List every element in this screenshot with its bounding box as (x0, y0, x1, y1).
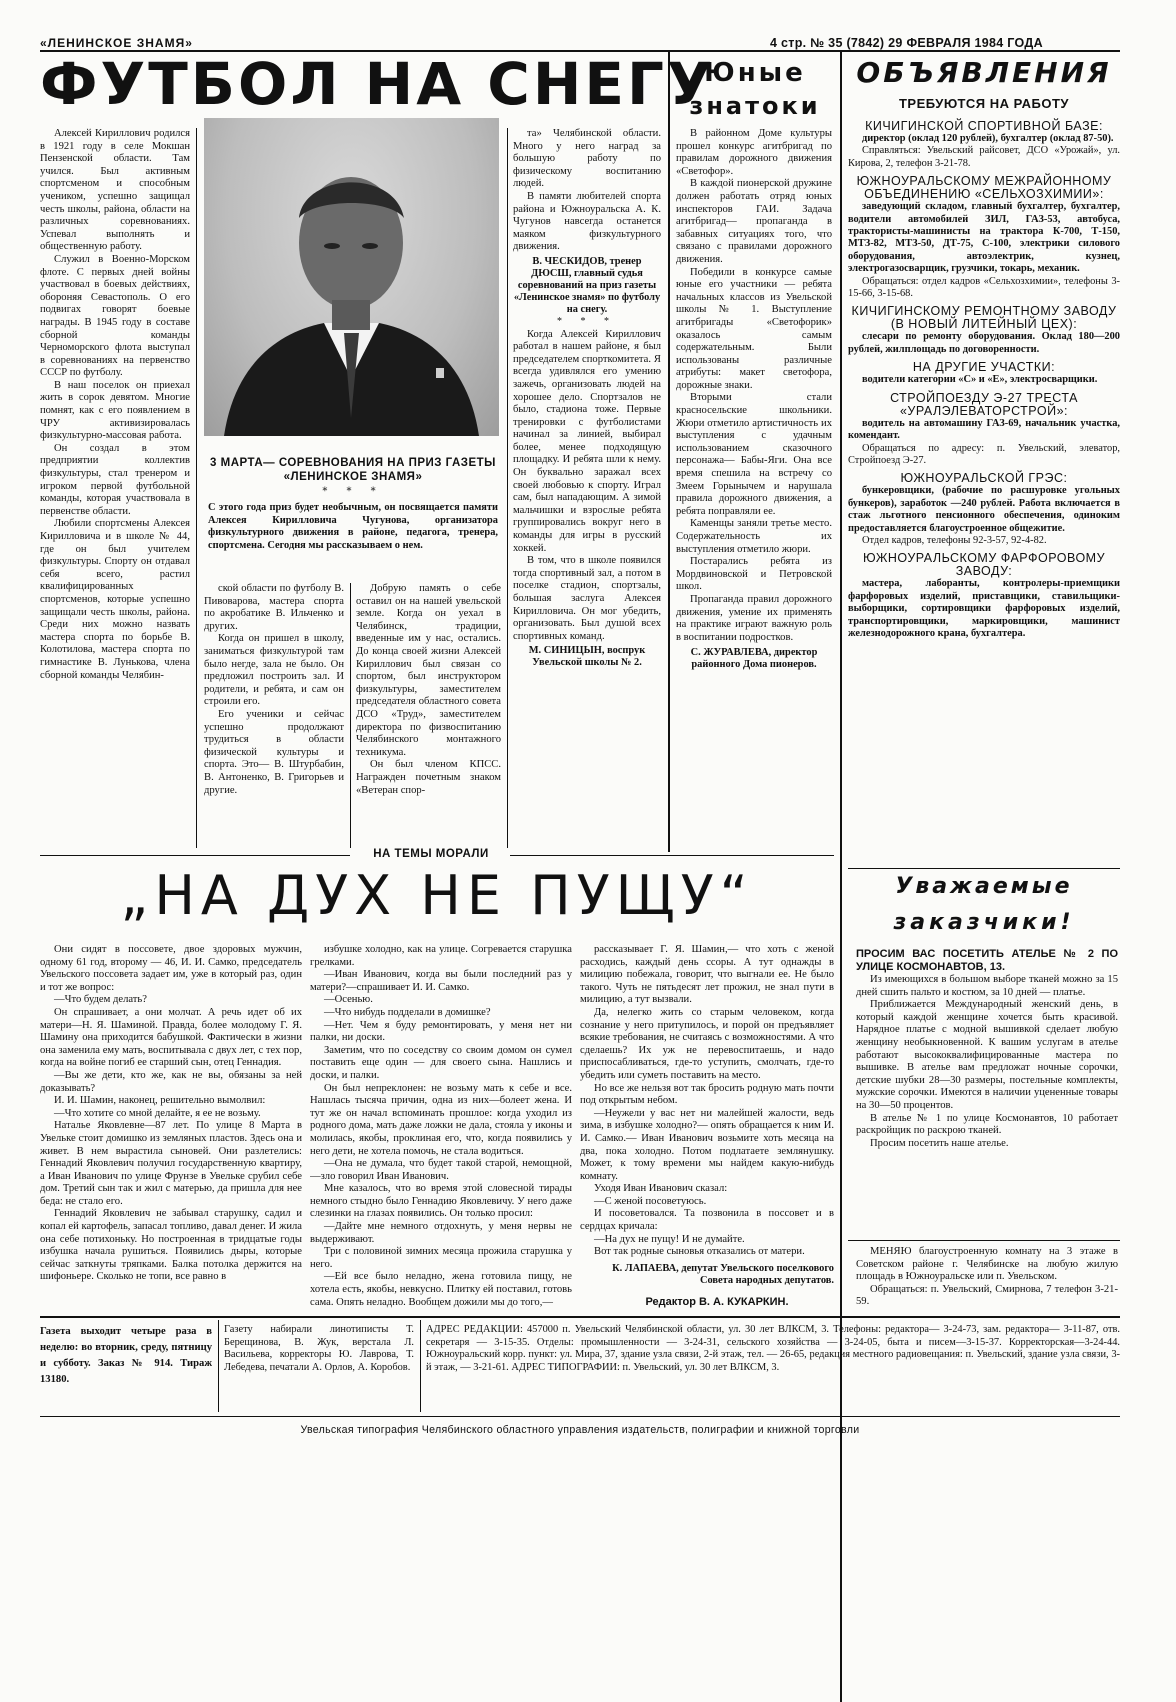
ad-heading: НА ДРУГИЕ УЧАСТКИ: (912, 360, 1056, 375)
paragraph: Да, нелегко жить со старым человеком, когда сознание у него притупилось, и порой он предъявляет всякие требования, не считаясь с возможностями. А что сделаешь? Их уж не перевоспитаешь, и надо приспосабливаться, где-то уступить, смолчать, где-то убедить или суметь поставить на место. (580, 1006, 834, 1081)
paragraph: Служил в Военно-Морском флоте. С первых дней войны участвовал в боевых действиях, обороняя Севастополь. О его подвигах говорят боевые награды. В 1945 году в составе сборной команды Черноморского флота выступал в соревнованиях на первенство СССР по футболу. (40, 253, 190, 379)
menyayu-contact: Обращаться: п. Увельский, Смирнова, 7 телефон 3-21-59. (856, 1283, 1118, 1308)
masthead: «ЛЕНИНСКОЕ ЗНАМЯ» (40, 36, 193, 50)
zakazchiki-block (856, 948, 1118, 1238)
ad-heading: ЮЖНОУРАЛЬСКОЙ ГРЭС: (900, 471, 1068, 486)
paragraph: В том, что в школе появился тогда спортивный зал, а потом в поселке стадион, спортзалы, большая заслуга Алексея Кирилловича. Он мог убедить, организовать. Был душой всех спортивных команд. (513, 555, 661, 642)
column-rule (840, 52, 842, 1702)
paragraph: —Неужели у вас нет ни малейшей жалости, ведь зима, в избушке холодно?— опять обращается к ним И. И. Самко.— Иван Иванович возьмите хоть месяца на два, пока холодно. Потом подлатаете землянушку. Может, к тому времени мы найдем какую-нибудь комнату. (580, 1107, 834, 1182)
paragraph: ской области по футболу В. Пивоварова, мастера спорта по акробатике В. Ильченко и других. (204, 583, 344, 632)
printer-line: Увельская типография Челябинского областного управления издательств, полиграфии и книжной торговли (300, 1424, 860, 1436)
paragraph: В памяти любителей спорта района и Южноуральска А. К. Чугунов навсегда останется маяком физкультурного движения. (513, 190, 661, 253)
ad-heading: СТРОЙПОЕЗДУ Э-27 ТРЕСТА «УРАЛЭЛЕВАТОРСТРОЙ»: (890, 390, 1078, 418)
paragraph: Алексей Кириллович родился в 1921 году в селе Мокшан Пензенской области. Там учился. Был активным спортсменом и способным учеником, успешно защищал честь школы, района, области на различных соревнованиях. Успевал выполнять и общественную работу. (40, 128, 190, 253)
ad-body: заведующий складом, главный бухгалтер, бухгалтер, водители автомобилей ЗИЛ, ГАЗ-53, автобуса, трактористы-машинисты на трактора К-700, Т-150, МТЗ-82, МТЗ-50, ДТ-75, С-100, электрики силового оборудования, автоэлектрик, кузнец, электрогазосварщик, грузчики, токарь, механик. (848, 201, 1120, 275)
paragraph: Из имеющихся в большом выборе тканей можно за 15 дней сшить пальто и костюм, за 10 дней — платье. (856, 974, 1118, 998)
paragraph: Наталье Яковлевне—87 лет. По улице 8 Марта в Увельке стоит домишко из земляных пластов. Здесь она и живет. В нем вырастила сыновей. Они разлетелись: Геннадий Яковлевич получил государственную квартиру, а Иван Иванович по улице Фрунзе в Увельке срубил себе дом. Третий сын так и жил с матерью, да пришла для нее беда: не стало его. (40, 1120, 302, 1207)
paragraph: Просим посетить наше ателье. (870, 1137, 1009, 1149)
paragraph: Три с половиной зимних месяца прожила старушка у него. (310, 1246, 572, 1270)
paragraph: —Вы же дети, кто же, как не вы, обязаны за ней доказывать? (40, 1069, 302, 1094)
morality-column-1 (40, 944, 302, 1314)
column-rule (507, 128, 508, 848)
signature-lapaeva: К. ЛАПАЕВА, депутат Увельского поселкового Совета народных депутатов. (612, 1262, 834, 1286)
column-rule (196, 128, 197, 848)
editor-line: Редактор В. А. КУКАРКИН. (645, 1296, 789, 1308)
footer-address: АДРЕС РЕДАКЦИИ: 457000 п. Увельский Челябинской области, ул. 30 лет ВЛКСМ, 3. Телефоны: редактора— 3-24-73, зам. редактора— 3-11-87, отв. секретаря — 3-15-35. Отделы: промышленности — 3-24-31, сельского хозяйства — 3-24-05, быта и писем—3-15-37. Корректорская—3-24-44. Южноуральский корр. пункт: ул. Мира, 37, здание узла связи, 2-й этаж, тел. — 26-65, редакция местного радиовещания: п. Увельский, здание узла связи, 3-й этаж, — 3-21-61. АДРЕС ТИПОГРАФИИ: п. Увельский, ул. 30 лет ВЛКСМ, 3. (426, 1324, 1120, 1373)
ads-subhead: ТРЕБУЮТСЯ НА РАБОТУ (898, 96, 1070, 111)
schedule-text: Газета выходит четыре раза в неделю: во вторник, среду, пятницу и субботу. (40, 1326, 212, 1369)
footer-rule (420, 1320, 421, 1412)
ad-body: директор (оклад 120 рублей), бухгалтер (оклад 87-50). (862, 133, 1114, 144)
paragraph: Уходя Иван Иванович сказал: (594, 1183, 728, 1195)
paragraph: В ателье № 1 по улице Космонавтов, 10 работает раскройщик по раскрою тканей. (856, 1112, 1118, 1137)
paragraph: Добрую память о себе оставил он на нашей увельской земле. Когда он уехал в Челябинск, традиции, введенные им у нас, остались. До конца своей жизни Алексей Кириллович был связан со спортом, был инструктором физкультуры, заместителем председателя областного совета ДСО «Труд», заместителем директора по физвоспитанию Челябинского монтажного техникума. (356, 583, 501, 758)
paragraph: Вторыми стали красносельские школьники. Жюри отметило артистичность их выступления с удачным использованием сказочного персонажа— Бабы-Яги. Она все время спешила на встречу со Змеем Горынычем и нарушала правила дорожного движения, а ребята поправляли ее. (676, 392, 832, 517)
menyayu-text: МЕНЯЮ благоустроенную комнату на 3 этаже в Советском районе г. Челябинске на любую жилую площадь в Южноуральске или п. Увельском. (856, 1246, 1118, 1283)
stars-divider: * * * (322, 486, 384, 497)
paragraph: Но все же нельзя вот так бросить родную мать почти под открытым небом. (580, 1082, 834, 1107)
section-rule (40, 855, 350, 856)
paragraph: Он был членом КПСС. Награжден почетным знаком «Ветеран спор- (356, 759, 501, 796)
paragraph: Он был непреклонен: не возьму мать к себе и все. Нашлась тысяча причин, одна из них—болеет жена. И тут же он начал вспоминать прошлое: когда уходил из родного дома, мать даже ложки не дала, стояла у иконы и молилась, якобы, проклиная его, что, когда появились у него дети, не хотела помочь, не стала водиться. (310, 1082, 572, 1157)
paragraph: И. И. Шамин, наконец, решительно вымолвил: (54, 1095, 266, 1107)
morality-headline: „НА ДУХ НЕ ПУЩУ“ (120, 864, 754, 927)
paragraph: —Она не думала, что будет такой старой, немощной,—зло говорил Иван Иванович. (310, 1158, 572, 1182)
paragraph: В каждой пионерской дружине должен работать отряд юных инспекторов ГАИ. Задача агитбригад— пропаганда в забавных ситуациях того, что связано с правилами дорожного движения. (676, 178, 832, 265)
paragraph: Заметим, что по соседству со своим домом он сумел поставить еще один — для своего сына. Нашлись и доски, и палки. (310, 1044, 572, 1081)
ad-heading: КИЧИГИНСКОЙ СПОРТИВНОЙ БАЗЕ: (865, 119, 1103, 133)
football-column-3 (356, 583, 501, 848)
footer-rule (40, 1316, 1120, 1318)
stars-divider: * * * (557, 315, 617, 327)
ad-heading: ЮЖНОУРАЛЬСКОМУ МЕЖРАЙОННОМУ ОБЪЕДИНЕНИЮ «СЕЛЬХОЗХИМИИ»: (856, 174, 1112, 202)
paragraph: —Нет. Чем я буду ремонтировать, у меня нет ни палки, ни доски. (310, 1019, 572, 1044)
paragraph: —Дайте мне немного отдохнуть, у меня нервы не выдерживают. (310, 1221, 572, 1245)
paragraph: Геннадий Яковлевич не забывал старушку, садил и копал ей картофель, запасал топливо, давал денег. И жила она себе потихоньку. Но построенная в тридцатые годы избушка начала рушиться. Появились дыры, которые сейчас заткнуты тряпками. Балка потолка держится на шифоньере. Сколько не топи, все равно в (40, 1208, 302, 1283)
signature-zhuravleva: С. ЖУРАВЛЕВА, директор районного Дома пионеров. (690, 647, 818, 671)
footer-rule (218, 1320, 219, 1412)
paragraph: —Что хотите со мной делайте, я ее не возьму. (54, 1107, 261, 1119)
znatoki-headline-bottom: знатоки (689, 92, 821, 120)
morality-column-2 (310, 944, 572, 1314)
ads-list (848, 114, 1120, 874)
paragraph: Пропаганда правил дорожного движения, умение их применять на практике играют важную роль в воспитании подростков. (676, 593, 832, 643)
column-rule (668, 52, 670, 852)
football-column-1 (40, 128, 190, 848)
section-rule (510, 855, 834, 856)
ad-contact: Обращаться: отдел кадров «Сельхозхимии», телефоны 3-15-66, 3-15-68. (848, 275, 1120, 300)
ad-body: мастера, лаборанты, контролеры-приемщики фарфоровых изделий, приставщики, ставильщики-выборщики, сортировщики фарфоровых изделий, транспортировщики, маркировщики, машинист железнодорожного крана, бухгалтера. (848, 578, 1120, 639)
ad-body: водитель на автомашину ГАЗ-69, начальник участка, комендант. (848, 417, 1120, 442)
ad-heading: ЮЖНОУРАЛЬСКОМУ ФАРФОРОВОМУ ЗАВОДУ: (862, 551, 1106, 579)
paragraph: Каменщы заняли третье место. Содержательность их выступления отметило жюри. (676, 518, 832, 555)
paragraph: В наш поселок он приехал жить в сорок девятом. Многие помнят, как с его появлением в ЧРУ активизировалась физкультурно-массовая работа. (40, 379, 190, 442)
ad-body: водители категории «С» и «Е», электросварщики. (862, 374, 1098, 386)
znatoki-headline-top: Юные (704, 58, 806, 88)
paragraph: Они сидят в поссовете, двое здоровых мужчин, одному 61 год, второму — 46, И. И. Самко, председатель Увельского поссовета задает им, уже в который раз, один и тот же вопрос: (40, 944, 302, 993)
morality-column-3 (580, 944, 834, 1314)
ad-heading: КИЧИГИНСКОМУ РЕМОНТНОМУ ЗАВОДУ (В НОВЫЙ ЛИТЕЙНЫЙ ЦЕХ): (851, 304, 1117, 332)
paragraph: Любили спортсмены Алексея Кирилловича и в школе № 44, где он был учителем физкультуры. Спорту он отдавал себя всего, растил квалифицированных спортсменов, которые успешно защищали честь школы, района. Среди них можно назвать мастера спорта по борьбе В. Колотилова, мастера спорта по гимнастике В. Лунькова, члена сборной команды Челябин- (40, 518, 190, 681)
signature-sinitsyn: М. СИНИЦЫН, воспрук Увельской школы № 2. (528, 645, 646, 669)
paragraph: В районном Доме культуры прошел конкурс агитбригад по правилам дорожного движения «Светофор». (676, 128, 832, 177)
paragraph: Он создал в этом предприятии коллектив физкультуры, стал тренером и игроком первой футбольной команды, которая участвовала в первенстве области. (40, 442, 190, 517)
portrait-photo (204, 118, 499, 436)
portrait-figure (204, 118, 499, 436)
paragraph: рассказывает Г. Я. Шамин,— что хоть с женой расходись, каждый день ссоры. А тут однажды в милицию побежала, говорит, что выгнали ее. Не было такого. Чуть не пятьдесят лет прожил, не знал пути в милицию, а тут вызвали. (580, 944, 834, 1006)
ad-contact: Отдел кадров, телефоны 92-3-57, 92-4-82. (862, 534, 1047, 546)
paragraph: —Что будем делать? (54, 994, 147, 1006)
paragraph: избушке холодно, как на улице. Согревается старушка грелками. (310, 944, 572, 968)
paragraph: Постарались ребята из Мордвиновской и Петровской школ. (676, 556, 832, 593)
paragraph: —На дух не пущу! И не думайте. (594, 1233, 745, 1245)
paragraph: —Иван Иванович, когда вы были последний раз у матери?—спрашивает И. И. Самко. (310, 969, 572, 993)
photo-caption: 3 МАРТА— СОРЕВНОВАНИЯ НА ПРИЗ ГАЗЕТЫ «ЛЕНИНСКОЕ ЗНАМЯ» (210, 457, 496, 483)
ads-headline: ОБЪЯВЛЕНИЯ (856, 56, 1112, 89)
paragraph: —Что нибудь подделали в домишке? (324, 1006, 491, 1018)
football-column-4 (513, 128, 661, 848)
paragraph: та» Челябинской области. Много у него наград за большую работу по физическому воспитанию людей. (513, 128, 661, 190)
footer-schedule (40, 1324, 212, 1414)
paragraph: Приближается Международный женский день, в который каждой женщине хочется быть красивой. Нарядное платье с модной вышивкой сделает любую женщину необыкновенной. К вашим услугам в ателье работают высококвалифицированные мастера по вышивке. В ателье вам предложат ночные сорочки, детские шубки 28—30 размеры, постельные комплекты, мужские сорочки. Имеются в наличии уцененные товары на 30—50 процентов. (856, 999, 1118, 1111)
zakazchiki-top: Уважаемые (895, 874, 1073, 899)
ads-rule (848, 868, 1120, 869)
football-column-2 (204, 583, 344, 848)
paragraph: И посоветовался. Та позвонила в поссовет и в сердцах кричала: (580, 1208, 834, 1233)
column-rule (350, 583, 351, 848)
paragraph: —Осенью. (324, 994, 373, 1006)
order-text: Заказ № 914. Тираж 13180. (40, 1358, 212, 1385)
zakazchiki-bottom: заказчики! (893, 910, 1075, 935)
ads-rule (848, 1240, 1120, 1241)
football-intro: С этого года приз будет необычным, он посвящается памяти Алексея Кирилловича Чугунова, организатора физкультурного движения в районе, педагога, тренера, спортсмена. Сегодня мы рассказываем о нем. (208, 502, 498, 551)
paragraph: Когда он пришел в школу, заниматься физкультурой там было негде, зала не было. Он предложил построить зал. И родители, и ребята, и сам он строили его. (204, 633, 344, 708)
issue-line: 4 стр. № 35 (7842) 29 ФЕВРАЛЯ 1984 ГОДА (770, 36, 1043, 50)
paragraph: Его ученики и сейчас успешно продолжают трудиться в области физической культуры и спорта. Это— В. Штурбабин, В. Антоненко, В. Григорьев и другие. (204, 708, 344, 796)
footer-rule (40, 1416, 1120, 1417)
paragraph: Когда Алексей Кириллович работал в нашем районе, я был председателем спорткомитета. Я всегда удивлялся его умению зажечь, организовать людей на хорошее дело. Спортзалов не было, стадиона тоже. Первые тренировки с футболистами начинал за линией, выбирал более, менее подходящую площадку. И ребята шли к нему. Он буквально заражал всех своей любовью к спорту. Играл сам, был нападающим. А зимой мальчишки и взрослые ребята группировались вокруг него в команды для игры в русский хоккей. (513, 328, 661, 554)
ad-body: бункеровщики, (рабочие по расшуровке угольных бункеров), заработок —240 рублей. Работа включается в стаж льготного пенсионного обеспечения, одиноким предоставляется благоустроенное общежитие. (848, 485, 1120, 534)
ad-contact: Справляться: Увельский райсовет, ДСО «Урожай», ул. Кирова, 2, телефон 3-21-78. (848, 145, 1120, 169)
menyayu-block (856, 1246, 1118, 1326)
ad-body: слесари по ремонту оборудования. Оклад 180—200 рублей, жилплощадь по договоренности. (848, 331, 1120, 355)
morality-rubric: НА ТЕМЫ МОРАЛИ (373, 848, 489, 860)
znatoki-column (676, 128, 832, 848)
paragraph: Победили в конкурсе самые юные его участники — ребята начальных классов из Увельской школы № 1. Выступление агитбригады «Светофорик» оказалось самым содержательным. Были использованы различные атрибуты: макет светофора, дорожные знаки. (676, 266, 832, 391)
paragraph: —С женой посоветуюсь. (594, 1195, 707, 1207)
football-headline: ФУТБОЛ НА СНЕГУ (40, 50, 715, 118)
ad-contact: Обращаться по адресу: п. Увельский, элеватор, Стройпоезд Э-27. (848, 442, 1120, 466)
paragraph: Мне казалось, что во время этой словесной тирады немного стыдно было Геннадию Яковлевичу. У него даже слезинки на глазах появились. Он только просил: (310, 1183, 572, 1220)
footer-staff: Газету набирали линотиписты Т. Берещинова, В. Жук, верстала Л. Васильева, корректоры Ю. Лаврова, Т. Лебедева, печатали А. Орлов, А. Коробов. (224, 1324, 414, 1373)
zakazchiki-lead: ПРОСИМ ВАС ПОСЕТИТЬ АТЕЛЬЕ № 2 ПО УЛИЦЕ КОСМОНАВТОВ, 13. (856, 948, 1118, 973)
paragraph: —Ей все было неладно, жена готовила пищу, не хотела есть, якобы, невкусно. Плитку ей поставил, готовь сама. Опять неладно. Вообщем дожили мы до того,— (310, 1271, 572, 1308)
paragraph: Он спрашивает, а они молчат. А речь идет об их матери—Н. Я. Шаминой. Правда, более молодому Г. Я. Шамину она приходится бабушкой. Фактически в жизни она заменила ему мать, воспитывала с двух лет, с тех пор, когда на войне погиб ее старший сын, отец Геннадия. (40, 1006, 302, 1069)
signature-cheskidov: В. ЧЕСКИДОВ, тренер ДЮСШ, главный судья соревнований на приз газеты «Ленинское знамя» по футболу на снегу. (513, 255, 661, 315)
paragraph: Вот так родные сыновья отказались от матери. (594, 1246, 805, 1258)
